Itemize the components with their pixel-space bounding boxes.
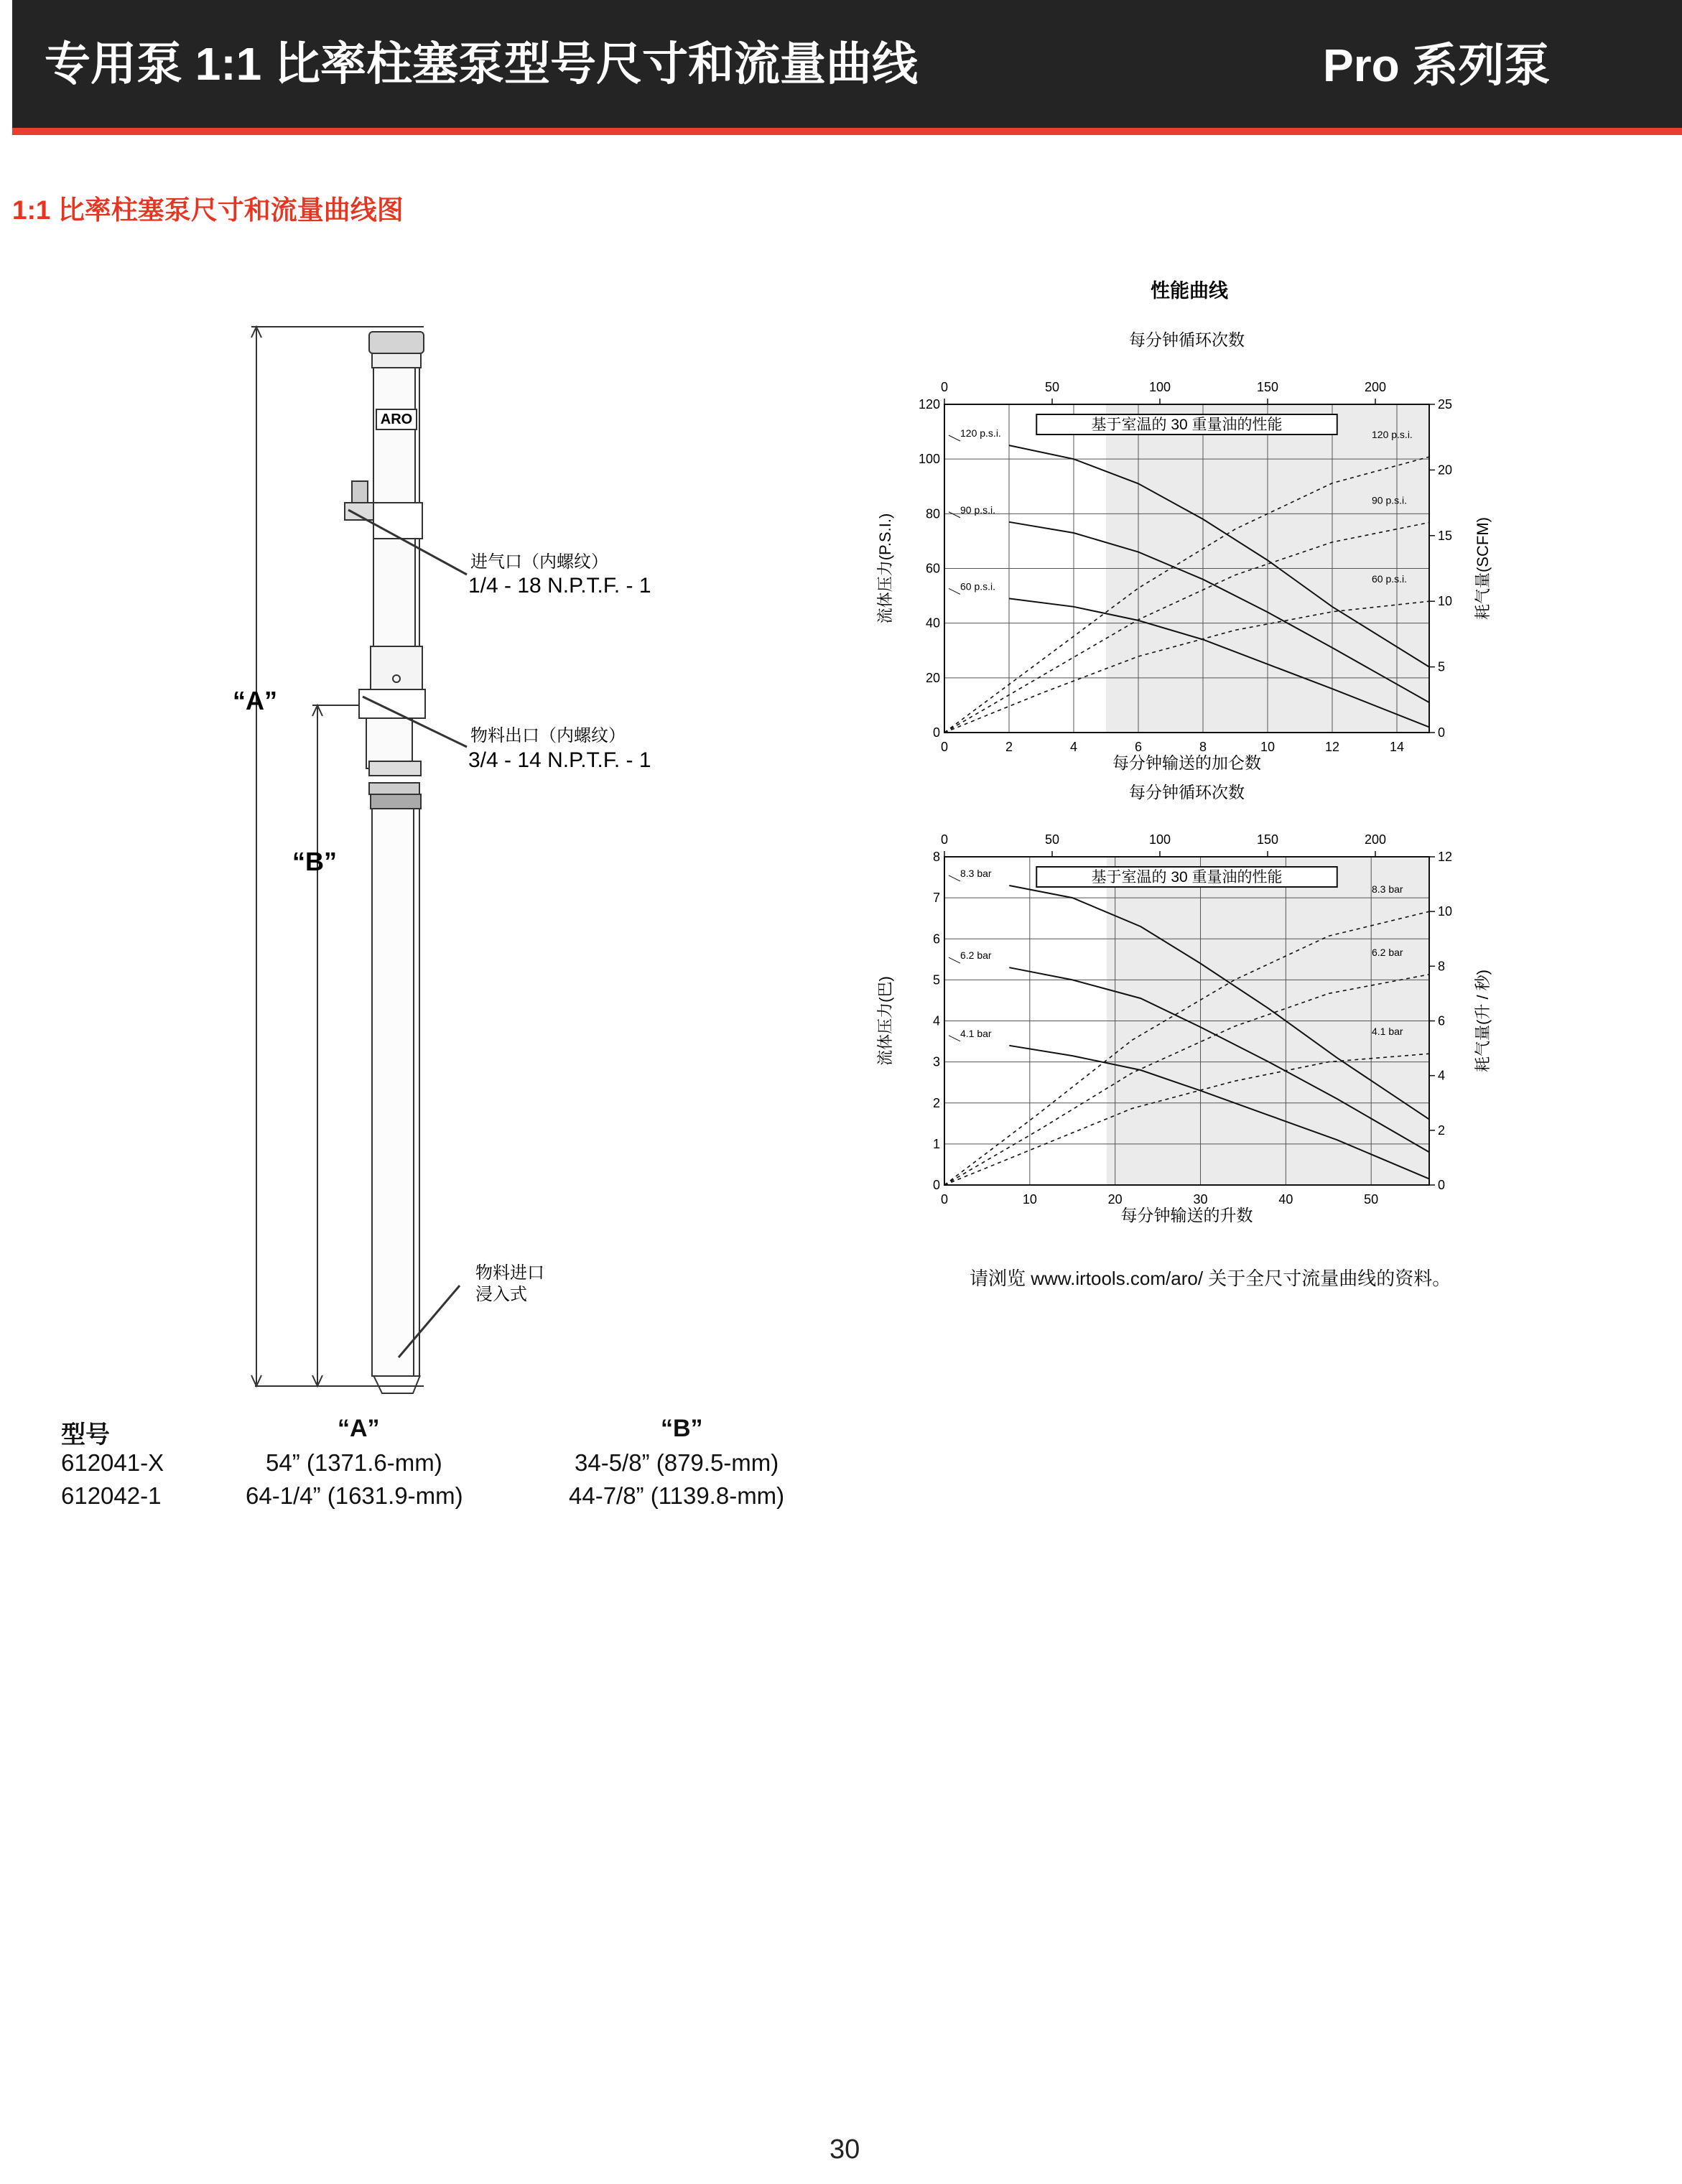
air-curve-label-1: 90 p.s.i. bbox=[1372, 494, 1408, 506]
x-axis-label: 每分钟输送的升数 bbox=[1120, 1206, 1253, 1225]
material-outlet-label: 物料出口（内螺纹） bbox=[470, 726, 626, 745]
spec-row-2-a: 64-1/4” (1631.9-mm) bbox=[246, 1482, 463, 1509]
top-tick-label: 0 bbox=[940, 380, 949, 394]
material-inlet-label: 物料进口 bbox=[475, 1263, 544, 1283]
spec-header-model: 型号 bbox=[61, 1421, 110, 1449]
pressure-label-leader-1 bbox=[949, 512, 960, 518]
x-tick-label: 6 bbox=[1134, 740, 1143, 754]
y-tick-label: 100 bbox=[918, 452, 940, 467]
pressure-curve-label-2: 60 p.s.i. bbox=[960, 580, 996, 593]
y2-tick-label: 2 bbox=[1438, 1123, 1446, 1138]
page-number: 30 bbox=[830, 2134, 860, 2165]
y2-tick-label: 10 bbox=[1438, 904, 1453, 919]
y2-axis-label: 耗气量(升 / 秒) bbox=[1474, 970, 1492, 1072]
air-curve-label-2: 60 p.s.i. bbox=[1372, 573, 1408, 585]
chart-bar-lpm bbox=[876, 783, 1492, 1225]
y-tick-label: 80 bbox=[925, 506, 940, 521]
y-tick-label: 8 bbox=[932, 850, 940, 864]
pressure-curve-label-1: 6.2 bar bbox=[960, 949, 992, 962]
pump-diagram bbox=[0, 287, 790, 1408]
y-axis-label: 流体压力(巴) bbox=[876, 976, 894, 1066]
pressure-curve-label-0: 120 p.s.i. bbox=[960, 427, 1001, 440]
top-tick-label: 200 bbox=[1364, 380, 1387, 394]
y-axis-label: 流体压力(P.S.I.) bbox=[876, 513, 894, 624]
x-tick-label: 40 bbox=[1278, 1192, 1293, 1207]
y-tick-label: 1 bbox=[932, 1136, 940, 1151]
y-tick-label: 20 bbox=[925, 670, 940, 685]
y2-tick-label: 5 bbox=[1438, 659, 1446, 674]
y2-tick-label: 10 bbox=[1438, 594, 1453, 609]
x-tick-label: 4 bbox=[1069, 740, 1078, 754]
pressure-curve-label-1: 90 p.s.i. bbox=[960, 503, 996, 516]
banner-text: 基于室温的 30 重量油的性能 bbox=[1091, 417, 1283, 433]
x-tick-label: 10 bbox=[1260, 740, 1276, 754]
spec-row-2-model: 612042-1 bbox=[61, 1482, 162, 1509]
performance-title: 性能曲线 bbox=[1151, 280, 1228, 302]
spec-row-1-model: 612041-X bbox=[61, 1449, 164, 1476]
pressure-label-leader-2 bbox=[949, 588, 960, 594]
spec-header-a: “A” bbox=[338, 1415, 380, 1442]
y2-tick-label: 15 bbox=[1438, 528, 1453, 543]
air-curve-label-1: 6.2 bar bbox=[1372, 946, 1403, 958]
y-tick-label: 6 bbox=[932, 931, 940, 947]
top-tick-label: 150 bbox=[1256, 380, 1279, 394]
y2-tick-label: 4 bbox=[1438, 1068, 1446, 1083]
y-tick-label: 40 bbox=[925, 615, 940, 631]
y2-tick-label: 20 bbox=[1438, 463, 1453, 478]
y-tick-label: 120 bbox=[918, 397, 940, 412]
y2-tick-label: 8 bbox=[1438, 959, 1446, 974]
spec-table bbox=[0, 1408, 862, 1523]
pressure-curve-label-0: 8.3 bar bbox=[960, 867, 992, 879]
top-tick-label: 100 bbox=[1148, 380, 1171, 394]
performance-curves bbox=[847, 273, 1537, 1264]
y2-tick-label: 0 bbox=[1438, 1178, 1446, 1192]
y-tick-label: 4 bbox=[932, 1013, 940, 1028]
material-outlet-size: 3/4 - 14 N.P.T.F. - 1 bbox=[468, 748, 651, 772]
pressure-curve-label-2: 4.1 bar bbox=[960, 1027, 992, 1039]
y-tick-label: 2 bbox=[932, 1095, 940, 1110]
top-tick-label: 0 bbox=[940, 832, 949, 847]
air-curve-label-0: 8.3 bar bbox=[1372, 883, 1403, 896]
spec-row-1-b: 34-5/8” (879.5-mm) bbox=[575, 1449, 779, 1476]
y2-tick-label: 6 bbox=[1438, 1013, 1446, 1028]
spec-row-1-a: 54” (1371.6-mm) bbox=[266, 1449, 442, 1476]
air-curve-label-0: 120 p.s.i. bbox=[1372, 429, 1413, 441]
aro-logo: ARO bbox=[380, 412, 413, 427]
spec-row-2-b: 44-7/8” (1139.8-mm) bbox=[569, 1482, 785, 1509]
top-tick-label: 50 bbox=[1044, 380, 1060, 394]
banner-text: 基于室温的 30 重量油的性能 bbox=[1091, 869, 1283, 886]
pressure-label-leader-0 bbox=[949, 875, 960, 881]
x-axis-label: 每分钟输送的加仑数 bbox=[1112, 753, 1261, 772]
material-inlet-type: 浸入式 bbox=[475, 1285, 527, 1304]
y-tick-label: 0 bbox=[932, 725, 940, 740]
x-tick-label: 30 bbox=[1193, 1192, 1208, 1207]
top-tick-label: 200 bbox=[1364, 832, 1387, 847]
top-axis-label: 每分钟循环次数 bbox=[1129, 330, 1245, 349]
x-tick-label: 0 bbox=[940, 740, 949, 754]
y2-tick-label: 25 bbox=[1438, 397, 1453, 412]
y2-tick-label: 0 bbox=[1438, 725, 1446, 740]
series-title: Pro 系列泵 bbox=[1323, 40, 1551, 91]
air-inlet-size: 1/4 - 18 N.P.T.F. - 1 bbox=[468, 574, 651, 598]
air-inlet-label: 进气口（内螺纹） bbox=[470, 552, 608, 572]
x-tick-label: 20 bbox=[1107, 1192, 1123, 1207]
x-tick-label: 8 bbox=[1199, 740, 1207, 754]
dimension-a-label: “A” bbox=[233, 686, 277, 715]
air-curve-label-2: 4.1 bar bbox=[1372, 1026, 1403, 1038]
pressure-label-leader-0 bbox=[949, 435, 960, 441]
dimension-b-label: “B” bbox=[292, 847, 337, 876]
top-tick-label: 150 bbox=[1256, 832, 1279, 847]
top-tick-label: 50 bbox=[1044, 832, 1060, 847]
y-tick-label: 7 bbox=[932, 891, 940, 906]
y-tick-label: 60 bbox=[925, 561, 940, 576]
chart-psi-gpm bbox=[876, 330, 1492, 772]
x-tick-label: 50 bbox=[1364, 1192, 1379, 1207]
y-tick-label: 5 bbox=[932, 972, 940, 988]
section-title: 1:1 比率柱塞泵尺寸和流量曲线图 bbox=[12, 195, 404, 225]
reference-note: 请浏览 www.irtools.com/aro/ 关于全尺寸流量曲线的资料。 bbox=[970, 1268, 1451, 1289]
header-accent-line bbox=[12, 128, 1682, 135]
top-tick-label: 100 bbox=[1148, 832, 1171, 847]
x-tick-label: 2 bbox=[1005, 740, 1013, 754]
pressure-label-leader-1 bbox=[949, 957, 960, 963]
x-tick-label: 0 bbox=[940, 1192, 949, 1207]
x-tick-label: 14 bbox=[1389, 740, 1405, 754]
y-tick-label: 3 bbox=[932, 1054, 940, 1069]
page-title: 专用泵 1:1 比率柱塞泵型号尺寸和流量曲线 bbox=[45, 38, 919, 90]
y2-tick-label: 12 bbox=[1438, 850, 1453, 864]
top-axis-label: 每分钟循环次数 bbox=[1129, 783, 1245, 801]
x-tick-label: 12 bbox=[1324, 740, 1340, 754]
pressure-label-leader-2 bbox=[949, 1036, 960, 1041]
y-tick-label: 0 bbox=[932, 1178, 940, 1192]
y2-axis-label: 耗气量(SCFM) bbox=[1474, 517, 1492, 620]
x-tick-label: 10 bbox=[1022, 1192, 1037, 1207]
spec-header-b: “B” bbox=[661, 1415, 703, 1442]
